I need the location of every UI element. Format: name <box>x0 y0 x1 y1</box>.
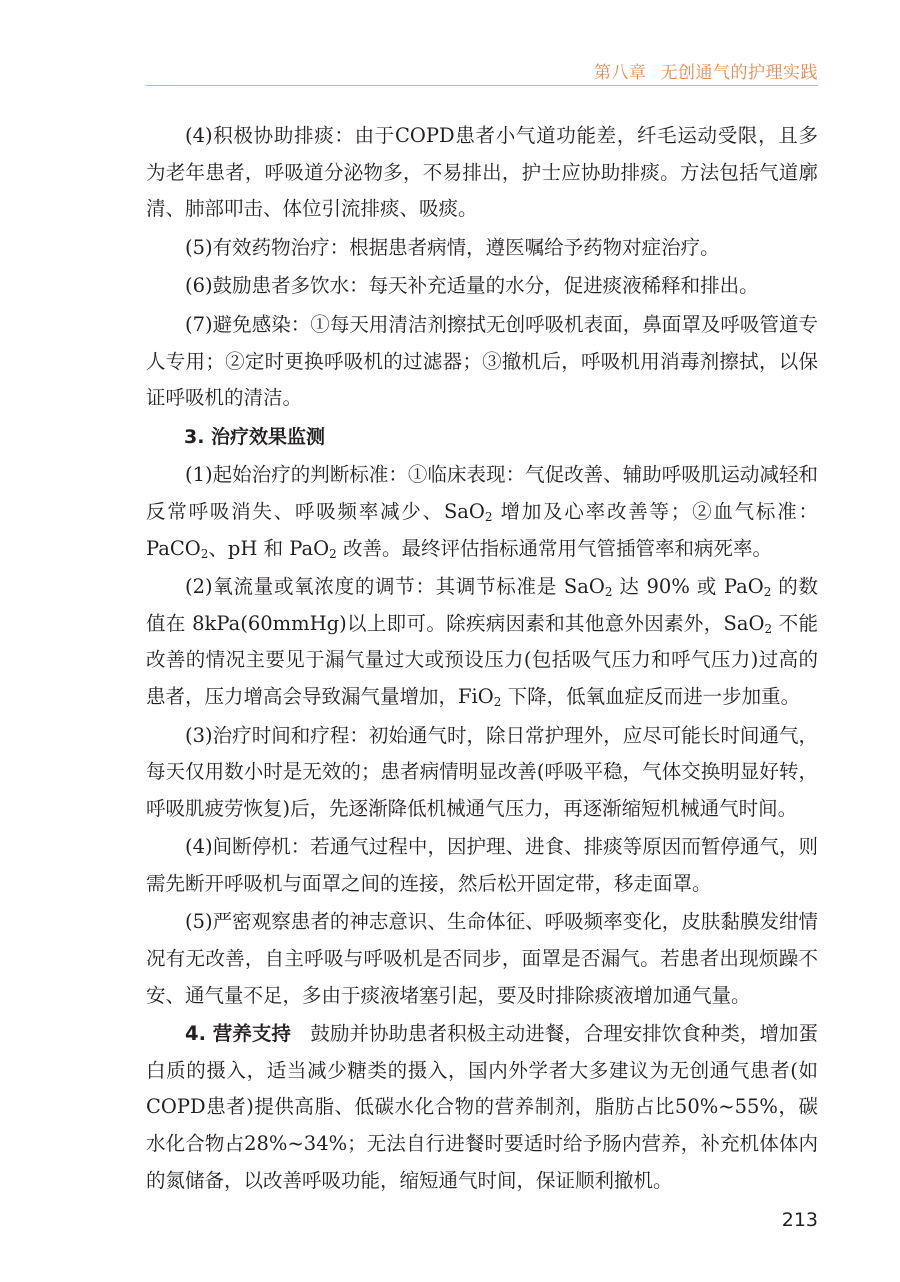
paragraph-interrupt: (4)间断停机：若通气过程中，因护理、进食、排痰等原因而暂停通气，则需先断开呼吸机与面罩之间的连接，然后松开固定带，移走面罩。 <box>146 835 818 895</box>
paragraph-start-criteria: (1)起始治疗的判断标准：①临床表现：气促改善、辅助呼吸肌运动减轻和反常呼吸消失、呼吸频率减少、SaO$_2$ 增加及心率改善等；②血气标准：PaCO$_2$、pH 和 PaO$_2$ 改善。最终评估指标通常用气管插管率和病死率。 <box>146 463 818 561</box>
running-header <box>594 58 818 83</box>
paragraph-drug: (5)有效药物治疗：根据患者病情，遵医嘱给予药物对症治疗。 <box>185 235 720 259</box>
paragraph-nutrition: 4. 营养支持 鼓励并协助患者积极主动进餐，合理安排饮食种类，增加蛋白质的摄入，适当减少糖类的摄入，国内外学者大多建议为无创通气患者(如COPD患者)提供高脂、低碳水化合物的营养制剂，脂肪占比50%~55%，碳水化合物占28%~34%；无法自行进餐时要适时给予肠内营养，补充机体体内的氮储备，以改善呼吸功能，缩短通气时间，保证顺利撤机。 <box>146 1022 818 1192</box>
section-heading-monitoring: 3. 治疗效果监测 <box>184 425 326 448</box>
section-heading-nutrition: 4. 营养支持 <box>185 1022 291 1046</box>
chapter-label: 第八章 <box>594 63 647 83</box>
paragraph-water: (6)鼓励患者多饮水：每天补充适量的水分，促进痰液稀释和排出。 <box>185 274 759 298</box>
paragraph-oxygen-adjust: (2)氧流量或氧浓度的调节：其调节标准是 SaO$_2$ 达 90% 或 PaO$_2$ 的数值在 8kPa(60mmHg)以上即可。除疾病因素和其他意外因素外，SaO$_2$ 不能改善的情况主要见于漏气量过大或预设压力(包括吸气压力和呼气压力)过高的患者，压力增高会导致漏气量增加，FiO$_2$ 下降，低氧血症反而进一步加重。 <box>146 575 819 709</box>
paragraph-sputum: (4)积极协助排痰：由于COPD患者小气道功能差，纤毛运动受限，且多为老年患者，呼吸道分泌物多，不易排出，护士应协助排痰。方法包括气道廓清、肺部叩击、体位引流排痰、吸痰。 <box>146 124 818 221</box>
page-body <box>146 118 818 1201</box>
paragraph-duration: (3)治疗时间和疗程：初始通气时，除日常护理外，应尽可能长时间通气，每天仅用数小时是无效的；患者病情明显改善(呼吸平稳，气体交换明显好转，呼吸肌疲劳恢复)后，先逐渐降低机械通气压力，再逐渐缩短机械通气时间。 <box>146 723 818 820</box>
paragraph-observe: (5)严密观察患者的神志意识、生命体征、呼吸频率变化，皮肤黏膜发绀情况有无改善，自主呼吸与呼吸机是否同步，面罩是否漏气。若患者出现烦躁不安、通气量不足，多由于痰液堵塞引起，要及时排除痰液增加通气量。 <box>146 910 818 1007</box>
chapter-title: 无创通气的护理实践 <box>660 63 818 83</box>
header-divider <box>146 85 818 86</box>
page-number: 213 <box>781 1209 818 1231</box>
paragraph-infection: (7)避免感染：①每天用清洁剂擦拭无创呼吸机表面，鼻面罩及呼吸管道专人专用；②定时更换呼吸机的过滤器；③撤机后，呼吸机用消毒剂擦拭，以保证呼吸机的清洁。 <box>146 312 818 410</box>
